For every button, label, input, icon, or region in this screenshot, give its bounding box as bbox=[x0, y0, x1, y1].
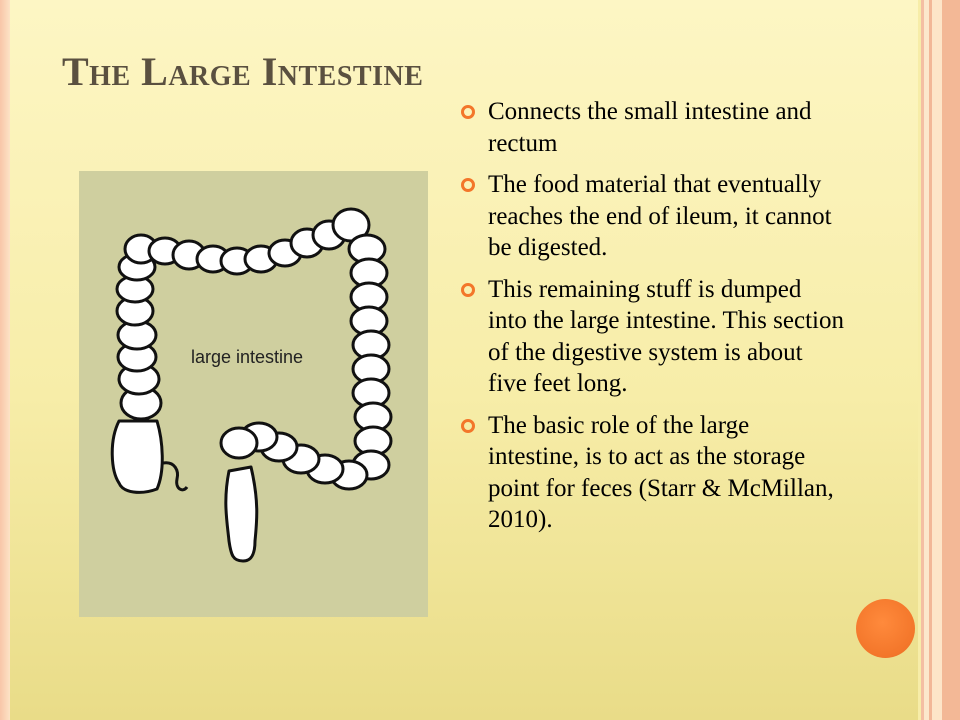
bullet-text: Connects the small intestine and rectum bbox=[488, 98, 812, 157]
bullet-ring-icon bbox=[460, 418, 476, 434]
decorative-orange-circle bbox=[856, 599, 915, 658]
bullet-text: The food material that eventually reaches the end of ileum, it cannot be digested. bbox=[488, 171, 832, 261]
bullet-item bbox=[456, 274, 846, 400]
bullet-ring-icon bbox=[460, 282, 476, 298]
bullet-item bbox=[456, 96, 846, 159]
bullet-item bbox=[456, 410, 846, 536]
left-accent-bar bbox=[0, 0, 10, 720]
bullet-ring-icon bbox=[460, 104, 476, 120]
bullet-text: The basic role of the large intestine, is to act as the storage point for feces (Starr & McMillan, 2010). bbox=[488, 411, 834, 533]
figure-label: large intestine bbox=[191, 347, 304, 367]
bullet-item bbox=[456, 169, 846, 264]
slide-title: The Large Intestine bbox=[62, 49, 424, 94]
bullet-list bbox=[456, 96, 846, 546]
bullet-ring-icon bbox=[460, 177, 476, 193]
large-intestine-diagram-icon bbox=[79, 171, 428, 617]
bullet-text: This remaining stuff is dumped into the large intestine. This section of the digestive system is about five feet long. bbox=[488, 275, 844, 397]
right-decorative-stripes bbox=[918, 0, 960, 720]
large-intestine-figure bbox=[79, 171, 428, 617]
